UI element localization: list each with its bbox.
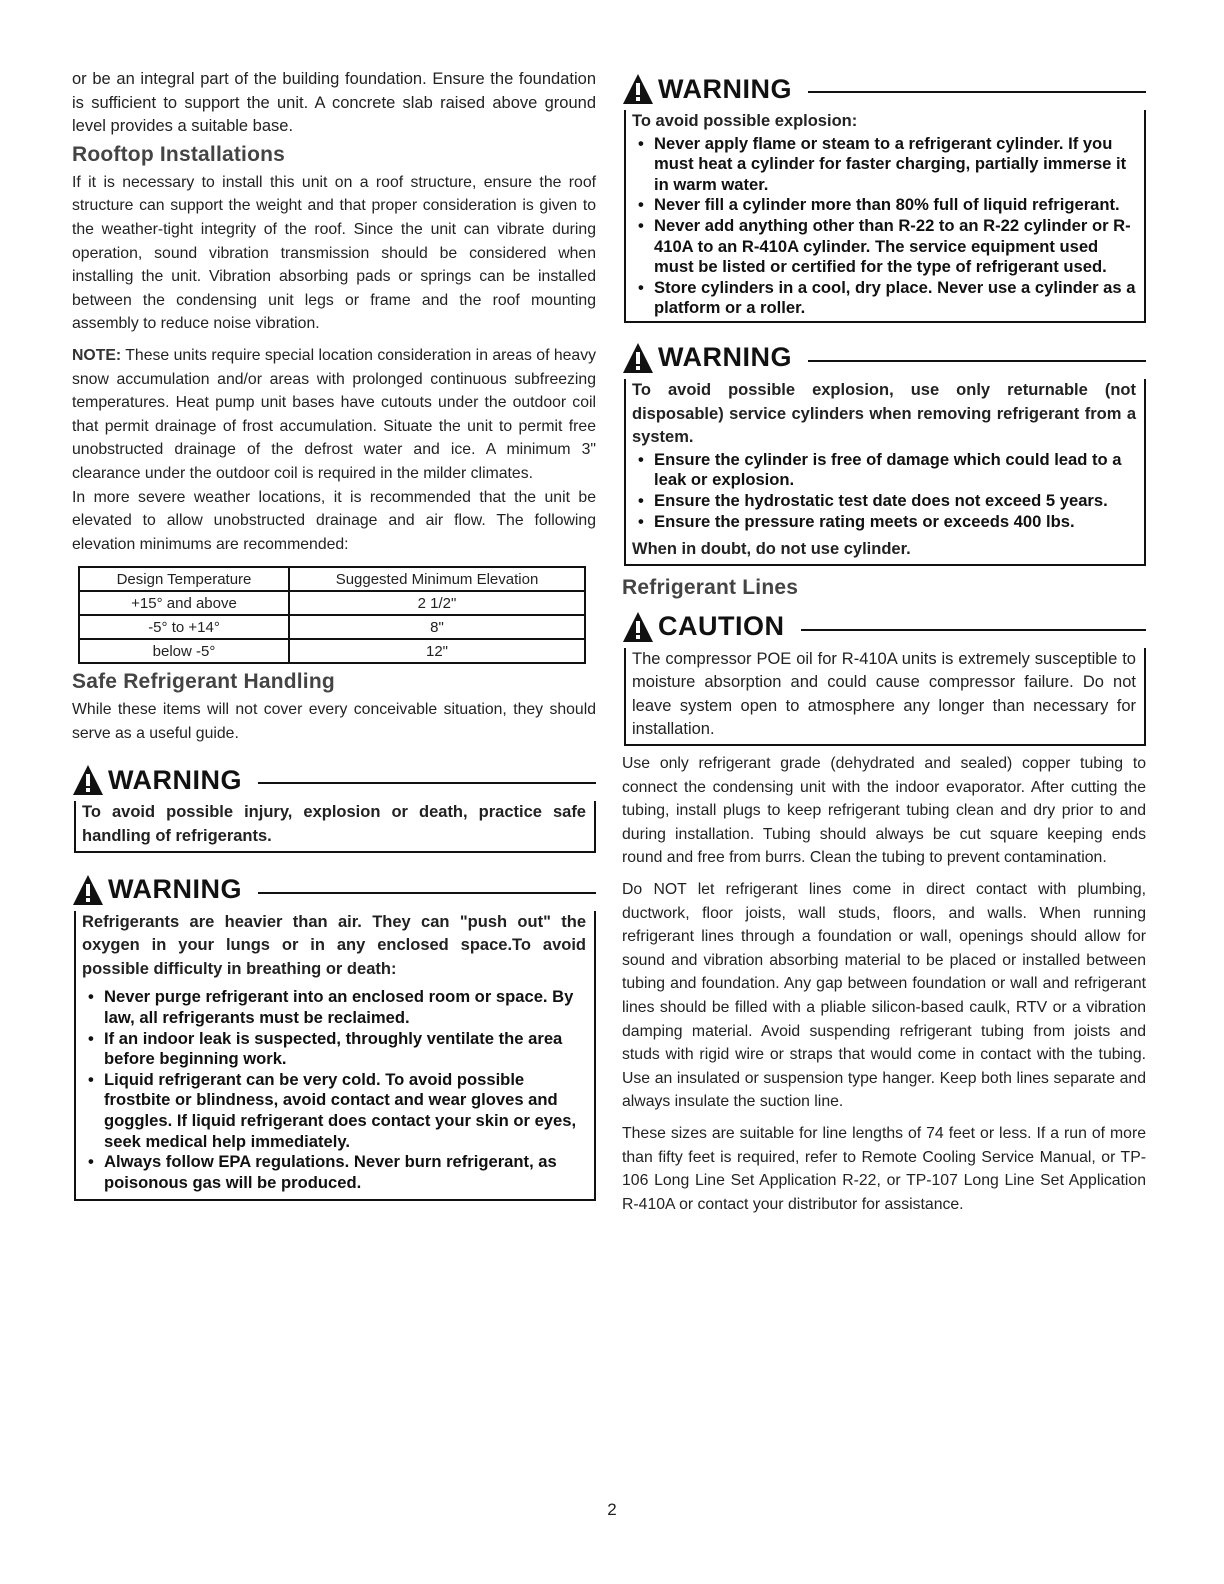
warning-icon bbox=[72, 873, 104, 907]
rooftop-heading: Rooftop Installations bbox=[72, 142, 286, 166]
list-item: • If an indoor leak is suspected, throughly ventilate the area before beginning work. bbox=[82, 1029, 586, 1070]
list-item: • Store cylinders in a cool, dry place. Never use a cylinder as a platform or a roller. bbox=[632, 278, 1136, 319]
warning-box bbox=[622, 337, 1146, 566]
warning-title: WARNING bbox=[658, 342, 792, 373]
table-cell: below -5° bbox=[79, 639, 289, 663]
severe-weather-paragraph: In more severe weather locations, it is recommended that the unit be elevated to allow unobstructed drainage and air flow. The following elevation minimums are recommended: bbox=[72, 488, 596, 553]
warning-list bbox=[632, 450, 1136, 532]
list-item: • Liquid refrigerant can be very cold. To avoid possible frostbite or blindness, avoid contact and wear gloves and goggles. If liquid refrigerant does contact your skin or eyes, seek medical help immediately. bbox=[82, 1070, 586, 1152]
list-item: • Never add anything other than R-22 to an R-22 cylinder or R-410A to an R-410A cylinder. The service equipment used must be listed or certified for the type of refrigerant used. bbox=[632, 216, 1136, 278]
list-item: • Ensure the cylinder is free of damage which could lead to a leak or explosion. bbox=[632, 450, 1136, 491]
list-item: • Never fill a cylinder more than 80% full of liquid refrigerant. bbox=[632, 195, 1136, 216]
left-column bbox=[72, 68, 596, 1201]
page-number: 2 bbox=[607, 1500, 617, 1519]
table-cell: -5° to +14° bbox=[79, 615, 289, 639]
safe-handling-paragraph: While these items will not cover every conceivable situation, they should serve as a useful guide. bbox=[72, 701, 596, 742]
list-item: • Never purge refrigerant into an enclosed room or space. By law, all refrigerants must be reclaimed. bbox=[82, 987, 586, 1028]
warning-title: WARNING bbox=[108, 874, 242, 905]
table-cell: 2 1/2" bbox=[289, 591, 585, 615]
warning-list bbox=[632, 134, 1136, 319]
line-length-paragraph: These sizes are suitable for line lengths of 74 feet or less. If a run of more than fifty feet is required, refer to Remote Cooling Service Manual, or TP-106 Long Line Set Application R-22, or TP-107 Long Line Set Application R-410A or contact your distributor for assistance. bbox=[622, 1124, 1146, 1213]
warning-footer: When in doubt, do not use cylinder. bbox=[632, 540, 911, 559]
right-column bbox=[622, 68, 1146, 1216]
caution-title: CAUTION bbox=[658, 611, 785, 642]
warning-box bbox=[72, 869, 596, 1202]
warning-text: To avoid possible explosion: bbox=[632, 112, 858, 130]
list-item: • Never apply flame or steam to a refrigerant cylinder. If you must heat a cylinder for faster charging, partially immerse it in warm water. bbox=[632, 134, 1136, 196]
table-cell: +15° and above bbox=[79, 591, 289, 615]
warning-text: To avoid possible explosion, use only returnable (not disposable) service cylinders when removing refrigerant from a system. bbox=[632, 380, 1136, 447]
table-row bbox=[79, 591, 585, 615]
safe-handling-heading: Safe Refrigerant Handling bbox=[72, 670, 335, 694]
caution-text: The compressor POE oil for R-410A units is extremely susceptible to moisture absorption and could cause compressor failure. Do not leave system open to atmosphere any longer than necessary for installation. bbox=[632, 649, 1136, 739]
rooftop-paragraph: If it is necessary to install this unit on a roof structure, ensure the roof structure can support the weight and that proper consideration is given to the weather-tight integrity of the roof. Since the unit can vibrate during operation, sound vibration transmission should be considered when installing the unit. Vibration absorbing pads or springs can be installed between the condensing unit legs or frame and the roof mounting assembly to reduce noise vibration. bbox=[72, 173, 596, 333]
warning-icon bbox=[622, 341, 654, 375]
warning-icon bbox=[622, 72, 654, 106]
table-cell: 8" bbox=[289, 615, 585, 639]
table-row bbox=[79, 639, 585, 663]
warning-title: WARNING bbox=[108, 764, 242, 795]
table-row bbox=[79, 615, 585, 639]
table-header-row bbox=[79, 567, 585, 591]
warning-title: WARNING bbox=[658, 73, 792, 104]
line-contact-paragraph: Do NOT let refrigerant lines come in direct contact with plumbing, ductwork, floor joists, wall studs, floors, and walls. When running refrigerant lines through a foundation or wall, openings should allow for sound and vibration absorbing material to be placed or installed between tubing and foundation. Any gap between foundation or wall and refrigerant lines should be filled with a pliable silicon-based caulk, RTV or a vibration damping material. Avoid suspending refrigerant tubing from joists and studs with rigid wire or straps that would come in contact with the tubing. Use an insulated or suspension type hanger. Keep both lines separate and always insulate the suction line. bbox=[622, 881, 1146, 1111]
table-header-cell: Design Temperature bbox=[79, 567, 289, 591]
warning-text: Refrigerants are heavier than air. They can "push out" the oxygen in your lungs or in any enclosed space.To avoid possible difficulty in breathing or death: bbox=[82, 912, 586, 978]
table-header-cell: Suggested Minimum Elevation bbox=[289, 567, 585, 591]
caution-box bbox=[622, 606, 1146, 746]
note-label: NOTE: bbox=[72, 346, 122, 364]
copper-tubing-paragraph: Use only refrigerant grade (dehydrated and sealed) copper tubing to connect the condensing unit with the indoor evaporator. After cutting the tubing, install plugs to keep refrigerant tubing clean and dry prior to and during installation. Tubing should always be cut square keeping ends round and free from burrs. Clean the tubing to prevent contamination. bbox=[622, 755, 1146, 867]
note-paragraph bbox=[72, 344, 596, 486]
warning-text: To avoid possible injury, explosion or death, practice safe handling of refrigerants. bbox=[82, 803, 586, 846]
list-item: • Always follow EPA regulations. Never burn refrigerant, as poisonous gas will be produced. bbox=[82, 1152, 586, 1193]
warning-list bbox=[82, 987, 586, 1193]
warning-box bbox=[72, 759, 596, 852]
elevation-table bbox=[78, 566, 586, 664]
refrigerant-lines-heading: Refrigerant Lines bbox=[622, 575, 799, 599]
caution-icon bbox=[622, 610, 654, 644]
warning-box bbox=[622, 68, 1146, 323]
note-text: These units require special location consideration in areas of heavy snow accumulation and/or areas with prolonged continuous subfreezing temperatures. Heat pump unit bases have cutouts under the outdoor coil that permit drainage of frost accumulation. Situate the unit to permit free unobstructed drainage of the defrost water and ice. A minimum 3" clearance under the outdoor coil is required in the milder climates. bbox=[72, 346, 597, 482]
warning-icon bbox=[72, 763, 104, 797]
intro-paragraph: or be an integral part of the building foundation. Ensure the foundation is sufficient to support the unit. A concrete slab raised above ground level provides a suitable base. bbox=[72, 70, 596, 136]
list-item: • Ensure the hydrostatic test date does not exceed 5 years. bbox=[632, 491, 1136, 512]
table-cell: 12" bbox=[289, 639, 585, 663]
list-item: • Ensure the pressure rating meets or exceeds 400 lbs. bbox=[632, 512, 1136, 533]
